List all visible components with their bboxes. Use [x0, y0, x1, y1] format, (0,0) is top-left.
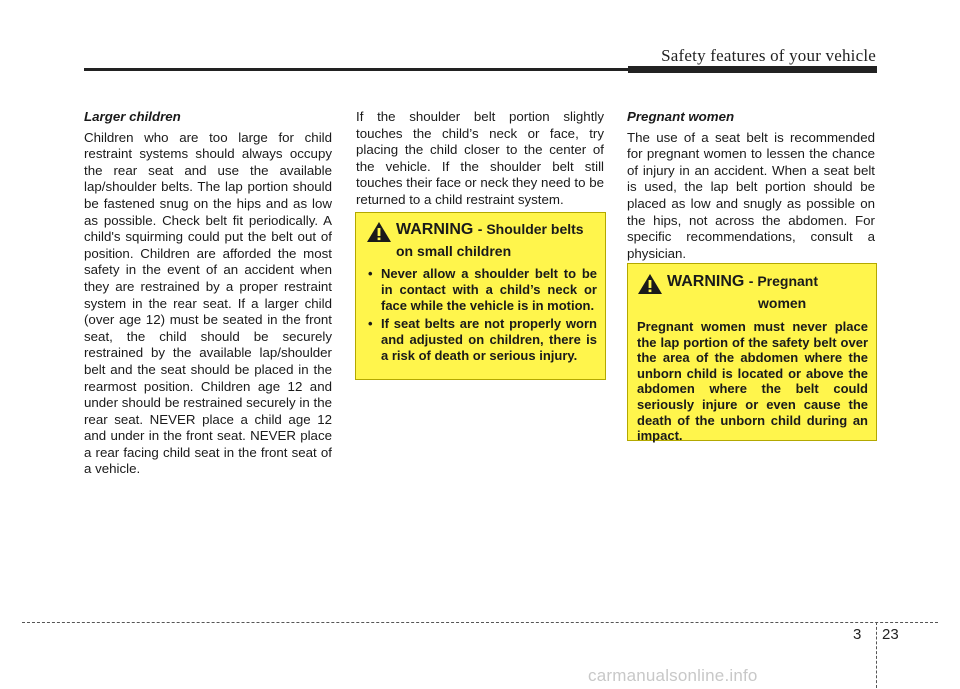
warning-header [366, 221, 597, 243]
heading-larger-children: Larger children [84, 109, 181, 124]
header-rule [84, 68, 628, 71]
column-pregnant-women [627, 109, 875, 262]
warning-subtitle-continued: on small children [396, 243, 512, 259]
warning-header [637, 273, 868, 295]
list-item [366, 316, 597, 363]
column-larger-children [84, 109, 332, 478]
warning-triangle-icon [637, 273, 663, 295]
paragraph-larger-children: Children who are too large for child restraint systems should always occupy the rear seat and use the available lap/shoulder belts. The lap portion should be fastened snug on the hips and as low as possible. Check belt fit periodically. A child's squirming could put the belt out of position. Children are afforded the most safety in the event of an accident when they are restrained by a proper restraint system in the rear seat. If a larger child (over age 12) must be seated in the front seat, the child should be securely restrained by the available lap/shoulder belt and the seat should be placed in the rearmost position. Children age 12 and under should be restrained securely in the rear seat. NEVER place a child age 12 and under in the front seat. NEVER place a rear facing child seat in the front seat of a vehicle. [84, 129, 332, 477]
warning-triangle-icon [366, 221, 392, 243]
warning-subtitle: - Pregnant [748, 273, 819, 289]
bullet: • [368, 316, 373, 332]
chapter-number: 3 [853, 626, 862, 643]
footer-divider [876, 622, 877, 688]
list-item-text: Never allow a shoulder belt to be in contact with a child’s neck or face while the vehicle is in motion. [381, 266, 597, 313]
list-item-text: If seat belts are not properly worn and adjusted on children, there is a risk of death or serious injury. [381, 316, 597, 363]
warning-title: WARNING [667, 273, 745, 290]
paragraph-pregnant-women: The use of a seat belt is recommended for pregnant women to lessen the chance of injury in an accident. When a seat belt is used, the lap belt portion should be placed as low and snugly as possible on the hips, not across the abdomen. For specific recommendations, consult a physician. [627, 129, 875, 261]
column-shoulder-belt [356, 109, 604, 209]
warning-body: Pregnant women must never place the lap portion of the safety belt over the area of the abdomen where the unborn child is located or above the abdomen where the belt could seriously injure or even cause the death of the unborn child during an impact. [637, 319, 868, 444]
header-bar [628, 66, 877, 73]
heading-pregnant-women: Pregnant women [627, 109, 735, 124]
paragraph-shoulder-belt: If the shoulder belt portion slightly touches the child’s neck or face, try placing the child closer to the center of the vehicle. If the shoulder belt still touches their face or neck they need to be returned to a child restraint system. [356, 109, 604, 207]
watermark: carmanualsonline.info [588, 666, 758, 685]
page-number: 23 [882, 626, 899, 643]
warning-subtitle-continued: women [758, 295, 807, 311]
warning-box-shoulder-belts [355, 212, 606, 380]
list-item [366, 266, 597, 313]
warning-list [366, 266, 597, 364]
warning-box-pregnant-women [627, 263, 877, 444]
bullet: • [368, 266, 373, 281]
footer-rule [22, 622, 938, 623]
warning-subtitle: - Shoulder belts [477, 221, 584, 237]
warning-title: WARNING [396, 221, 474, 238]
section-title: Safety features of your vehicle [661, 46, 876, 65]
